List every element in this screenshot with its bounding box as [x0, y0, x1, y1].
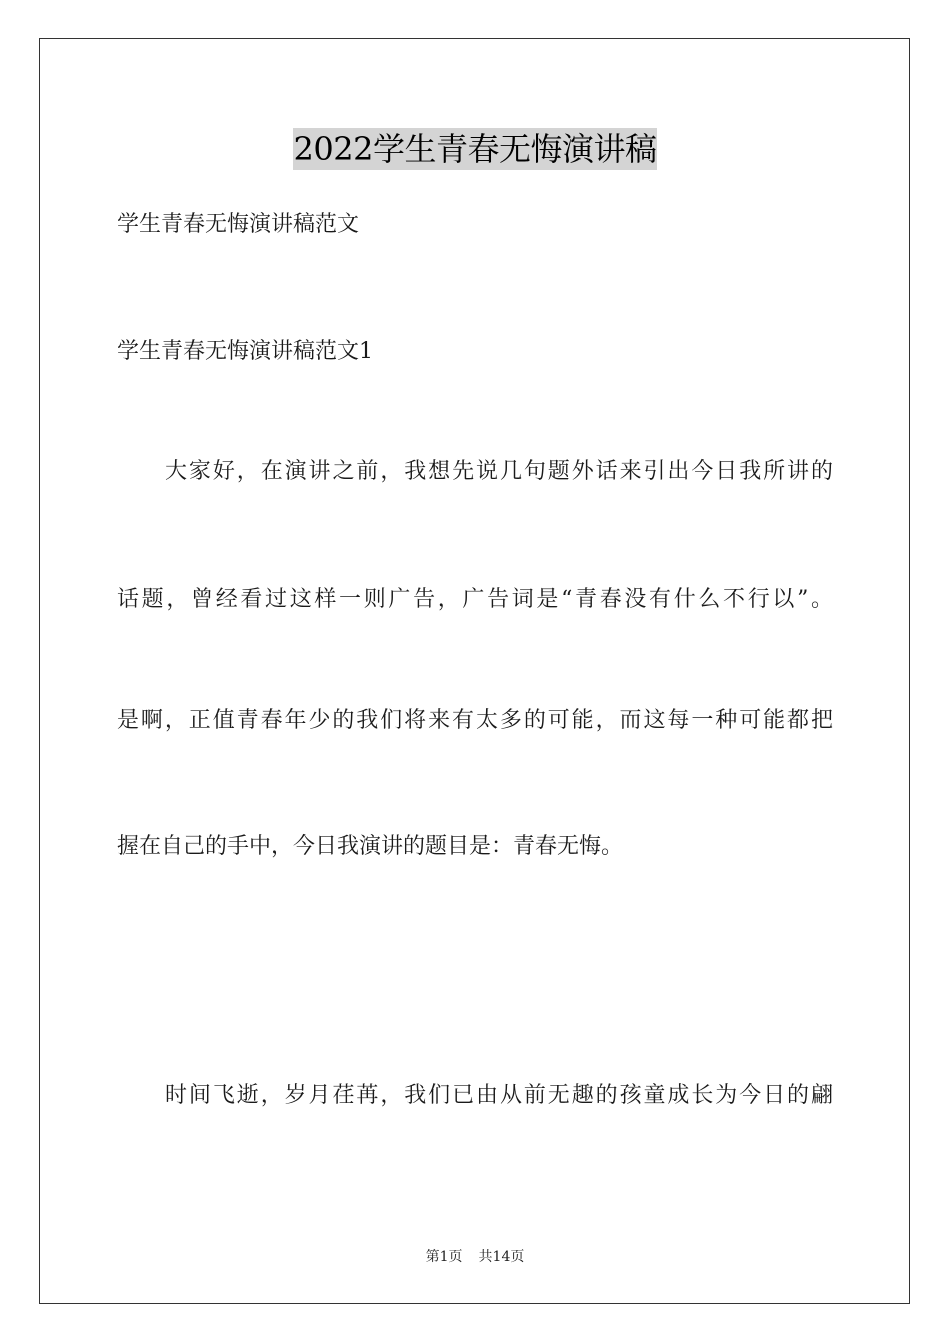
document-title-container [0, 128, 950, 170]
section-heading: 学生青春无悔演讲稿范文1 [117, 339, 373, 364]
paragraph-line: 话题，曾经看过这样一则广告，广告词是“青春没有什么不行以”。 [117, 587, 833, 612]
paragraph-line: 是啊，正值青春年少的我们将来有太多的可能，而这每一种可能都把 [117, 708, 833, 733]
document-title: 2022学生青春无悔演讲稿 [293, 130, 657, 168]
paragraph-line: 时间飞逝，岁月荏苒，我们已由从前无趣的孩童成长为今日的翩 [165, 1083, 833, 1108]
paragraph-line: 握在自己的手中，今日我演讲的题目是：青春无悔。 [117, 834, 624, 859]
document-subtitle: 学生青春无悔演讲稿范文 [117, 212, 360, 237]
page-total: 共14页 [478, 1249, 525, 1265]
page-footer [0, 1247, 950, 1267]
page-number: 第1页 [425, 1249, 463, 1265]
paragraph-line: 大家好，在演讲之前，我想先说几句题外话来引出今日我所讲的 [165, 459, 833, 484]
